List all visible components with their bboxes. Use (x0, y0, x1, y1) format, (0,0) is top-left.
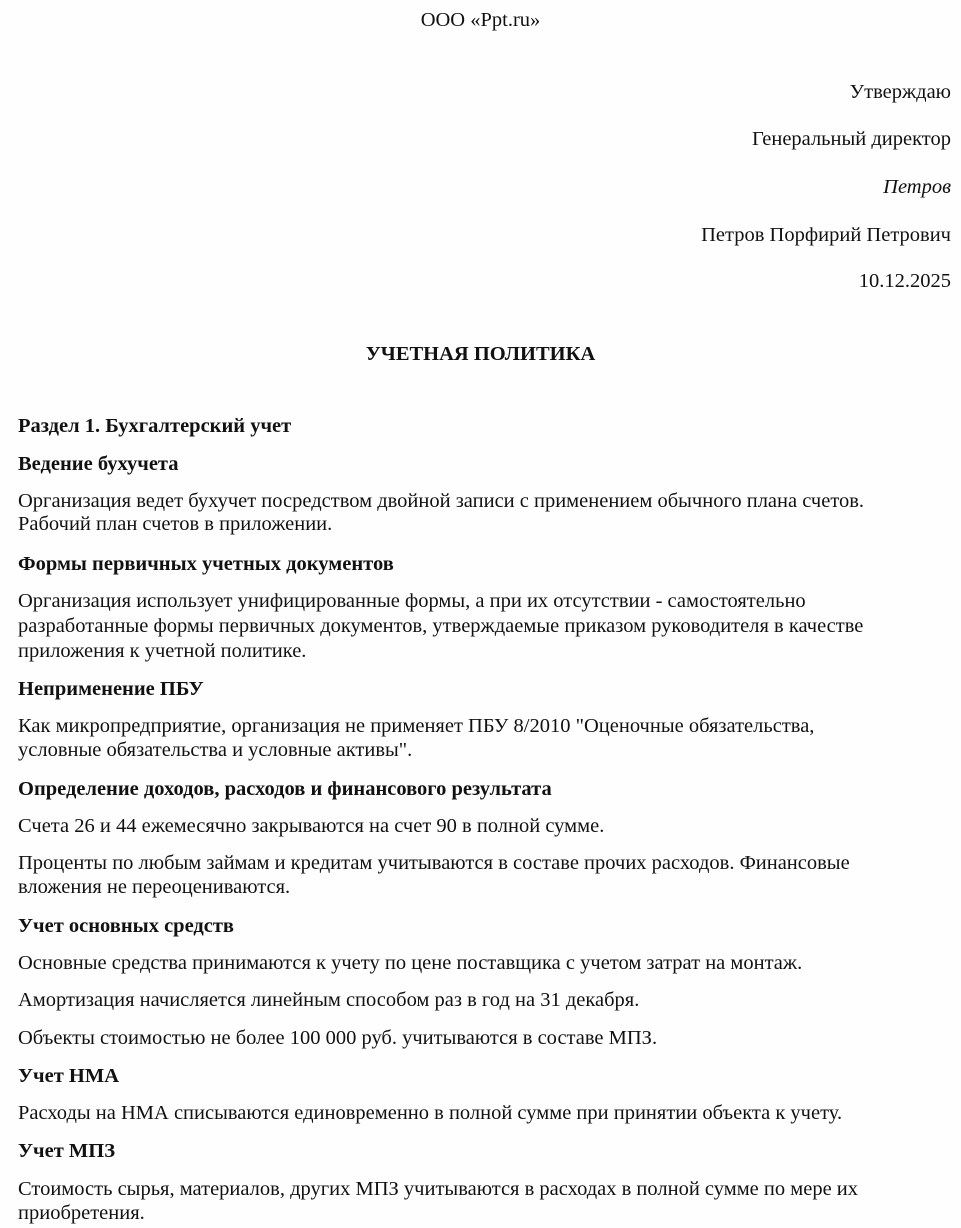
approval-label: Утверждаю (849, 81, 951, 103)
paragraph-line: Основные средства принимаются к учету по цене поставщика с учетом затрат на монтаж. (18, 952, 803, 974)
paragraph-line: разработанные формы первичных документов, утверждаемые приказом руководителя в качестве (18, 615, 864, 637)
paragraph-line: Амортизация начисляется линейным способом раз в год на 31 декабря. (18, 989, 640, 1011)
signature: Петров (883, 176, 951, 198)
section-heading: Ведение бухучета (18, 453, 179, 475)
paragraph-line: Счета 26 и 44 ежемесячно закрываются на счет 90 в полной сумме. (18, 815, 605, 837)
section-heading: Формы первичных учетных документов (18, 553, 394, 575)
section-heading: Неприменение ПБУ (18, 678, 204, 700)
director-position: Генеральный директор (751, 128, 951, 150)
section-title: Раздел 1. Бухгалтерский учет (18, 415, 292, 437)
paragraph-line: Рабочий план счетов в приложении. (18, 513, 333, 535)
paragraph-line: Расходы на НМА списываются единовременно в полной сумме при принятии объекта к учету. (18, 1102, 843, 1124)
section-heading: Учет МПЗ (18, 1140, 116, 1162)
paragraph-line: приложения к учетной политике. (18, 640, 307, 662)
paragraph-line: Организация ведет бухучет посредством двойной записи с применением обычного плана счетов. (18, 490, 865, 512)
paragraph-line: Организация использует унифицированные формы, а при их отсутствии - самостоятельно (18, 590, 806, 612)
approval-date: 10.12.2025 (858, 270, 951, 292)
director-name: Петров Порфирий Петрович (701, 224, 951, 246)
organization-name: ООО «Ppt.ru» (420, 9, 541, 31)
paragraph-line: Объекты стоимостью не более 100 000 руб. учитываются в составе МПЗ. (18, 1027, 658, 1049)
paragraph-line: вложения не переоцениваются. (18, 876, 291, 898)
section-heading: Определение доходов, расходов и финансового результата (18, 778, 552, 800)
section-heading: Учет НМА (18, 1065, 119, 1087)
paragraph-line: условные обязательства и условные активы". (18, 739, 413, 761)
paragraph-line: приобретения. (18, 1202, 145, 1224)
section-heading: Учет основных средств (18, 915, 235, 937)
paragraph-line: Как микропредприятие, организация не применяет ПБУ 8/2010 "Оценочные обязательства, (18, 715, 815, 737)
paragraph-line: Проценты по любым займам и кредитам учитываются в составе прочих расходов. Финансовые (18, 852, 850, 874)
paragraph-line: Стоимость сырья, материалов, других МПЗ учитываются в расходах в полной сумме по мере их (18, 1178, 859, 1200)
document-title: УЧЕТНАЯ ПОЛИТИКА (365, 343, 596, 365)
